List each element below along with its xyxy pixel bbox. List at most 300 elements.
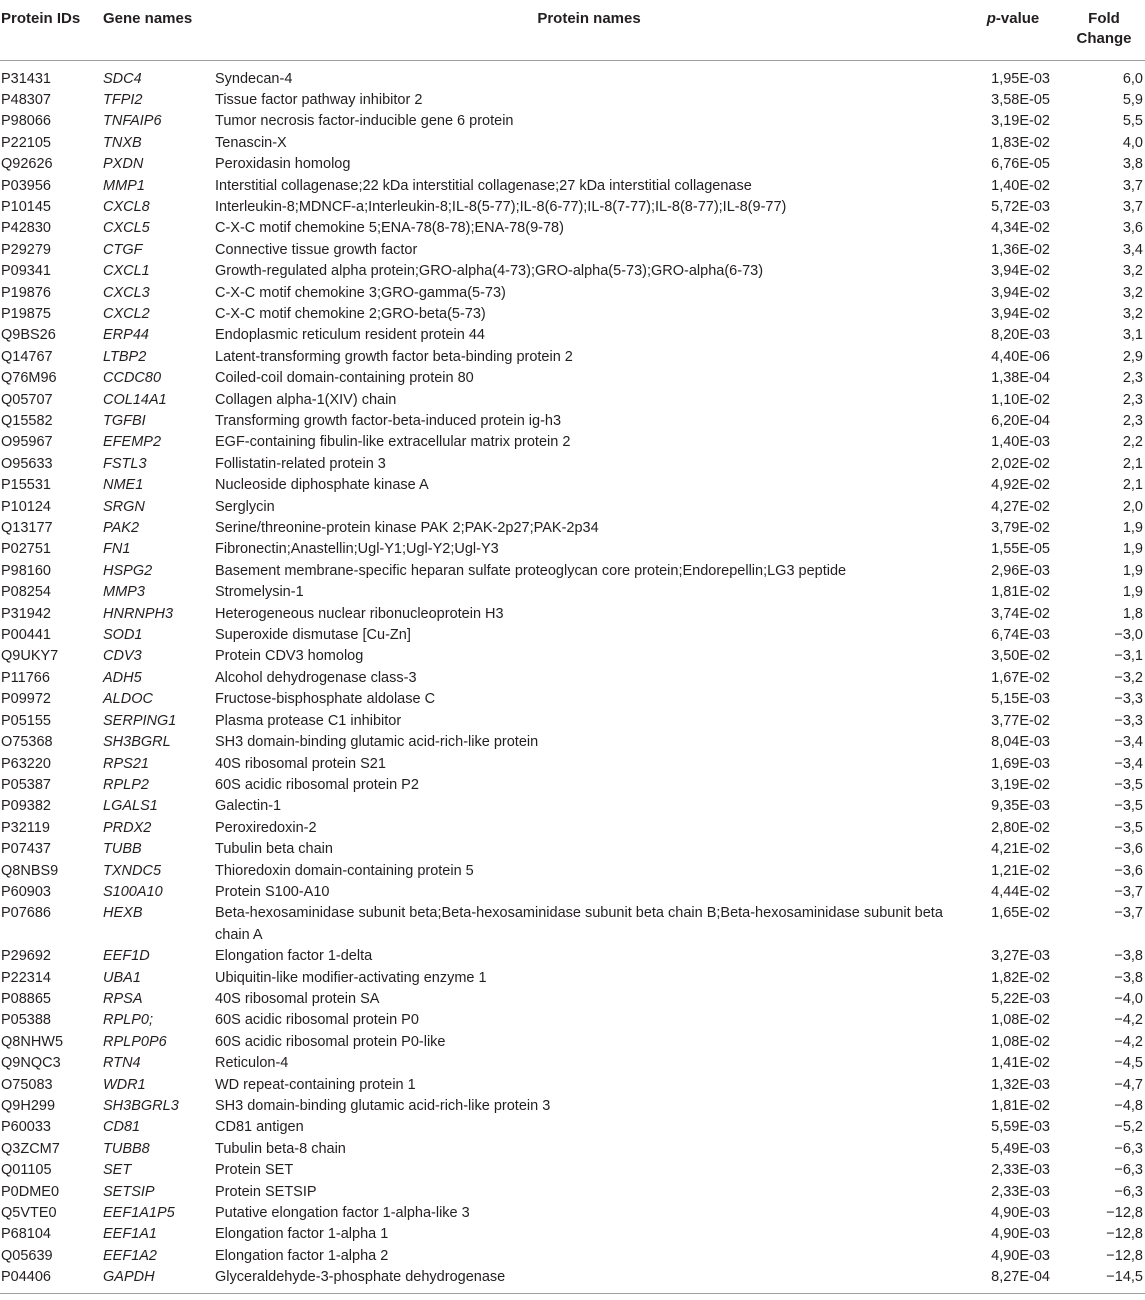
table-row [0,390,1145,411]
cell-protein-name: Tubulin beta chain [215,841,333,858]
table-row [0,754,1145,775]
cell-p-value: 1,55E-05 [991,541,1050,558]
header-p-value [963,0,1063,60]
cell-fold-change: −14,5 [1063,1267,1145,1293]
cell-gene-name: ADH5 [103,669,142,686]
cell-protein-id: O75083 [1,1076,53,1093]
cell-protein-id: P10124 [1,498,51,515]
cell-protein-id: P08254 [1,584,51,601]
cell-protein-name: Plasma protease C1 inhibitor [215,712,402,729]
cell-protein-name: WD repeat-containing protein 1 [215,1076,416,1093]
cell-protein-name: Protein S100-A10 [215,883,330,900]
table-row [0,1075,1145,1096]
cell-fold-change: −3,6 [1114,862,1143,879]
cell-p-value: 1,40E-02 [991,177,1050,194]
cell-fold-change: 3,8 [1122,156,1143,173]
cell-protein-id: P60033 [1,1119,51,1136]
cell-gene-name: UBA1 [103,969,141,986]
table-row [0,325,1145,346]
cell-p-value: 1,95E-03 [991,70,1050,87]
cell-protein-name: Serine/threonine-protein kinase PAK 2;PAK-2p27;PAK-2p34 [215,520,599,537]
cell-p-value: 2,96E-03 [991,562,1050,579]
cell-fold-change: 3,7 [1122,198,1143,215]
cell-p-value: 1,40E-03 [991,434,1050,451]
cell-protein-id: P07437 [1,841,51,858]
cell-p-value: 5,49E-03 [991,1140,1050,1157]
cell-gene-name: WDR1 [103,1076,146,1093]
table-row [0,240,1145,261]
cell-p-value: 3,79E-02 [991,520,1050,537]
table-row [0,368,1145,389]
cell-protein-name: Transforming growth factor-beta-induced protein ig-h3 [215,413,562,429]
cell-protein-id: P63220 [1,755,51,772]
cell-protein-name: Protein SETSIP [215,1183,317,1200]
cell-gene-name: RTN4 [103,1055,141,1072]
cell-p-value: 6,20E-04 [991,413,1050,429]
cell-p-value: 6,74E-03 [991,627,1050,644]
cell-protein-name: Thioredoxin domain-containing protein 5 [215,862,474,879]
header-fold: Fold [1088,10,1120,27]
table-row [0,839,1145,860]
cell-fold-change: −6,3 [1114,1183,1143,1200]
table-row [0,946,1145,967]
cell-p-value: 3,94E-02 [991,305,1050,322]
cell-gene-name: CCDC80 [103,370,162,387]
cell-fold-change: 3,2 [1122,284,1143,301]
cell-protein-name: Protein SET [215,1162,294,1179]
cell-protein-id: P29279 [1,241,51,258]
cell-protein-name: Syndecan-4 [215,70,293,87]
cell-protein-name: Elongation factor 1-alpha 1 [215,1226,389,1243]
cell-protein-name: CD81 antigen [215,1119,304,1136]
cell-fold-change: −3,2 [1114,669,1143,686]
cell-fold-change: −3,5 [1114,798,1143,815]
cell-protein-name: Latent-transforming growth factor beta-binding protein 2 [215,348,573,365]
cell-p-value: 5,15E-03 [991,691,1050,708]
cell-protein-name: Interleukin-8;MDNCF-a;Interleukin-8;IL-8(5-77);IL-8(6-77);IL-8(7-77);IL-8(8-77);IL-8(9-77) [215,198,787,215]
cell-fold-change: −4,5 [1114,1055,1143,1072]
table-row [0,1182,1145,1203]
cell-fold-change: 2,9 [1122,348,1143,365]
cell-protein-id: Q9UKY7 [1,648,59,665]
cell-gene-name: TNFAIP6 [103,113,162,130]
cell-fold-change: −3,5 [1114,819,1143,836]
cell-protein-name: Glyceraldehyde-3-phosphate dehydrogenase [215,1267,963,1293]
cell-fold-change: −3,4 [1114,734,1143,751]
table-row [0,475,1145,496]
cell-protein-id: O75368 [1,734,53,751]
cell-protein-id: P11766 [1,669,50,686]
cell-gene-name: CD81 [103,1119,141,1136]
cell-protein-id: P60903 [1,883,51,900]
table-row [0,154,1145,175]
cell-protein-id: P68104 [1,1226,51,1243]
cell-gene-name: EFEMP2 [103,434,162,451]
cell-gene-name: TGFBI [103,413,146,429]
table-row [0,1160,1145,1181]
cell-fold-change: −3,3 [1114,712,1143,729]
cell-gene-name: CXCL5 [103,220,150,237]
header-row [0,0,1145,60]
cell-protein-id: P31431 [1,70,51,87]
table-row [0,882,1145,903]
cell-protein-name: Tissue factor pathway inhibitor 2 [215,91,423,108]
cell-fold-change: −3,3 [1114,691,1143,708]
header-protein-ids: Protein IDs [0,0,103,60]
cell-fold-change: −3,7 [1114,905,1143,922]
cell-protein-id: P09341 [1,263,51,280]
table-row [0,1032,1145,1053]
cell-p-value: 3,27E-03 [991,948,1050,965]
cell-fold-change: 3,2 [1122,305,1143,322]
table-row [0,497,1145,518]
table-row [0,454,1145,475]
cell-fold-change: 1,9 [1122,562,1143,579]
cell-p-value: 5,22E-03 [991,990,1050,1007]
cell-protein-name: Stromelysin-1 [215,584,304,601]
cell-protein-name: EGF-containing fibulin-like extracellular matrix protein 2 [215,434,571,451]
table-row [0,90,1145,111]
cell-protein-id: Q9H299 [1,1098,56,1114]
cell-gene-name: COL14A1 [103,391,167,408]
cell-p-value: 1,81E-02 [991,1098,1050,1114]
cell-gene-name: CDV3 [103,648,142,665]
cell-fold-change: −4,2 [1114,1012,1143,1029]
cell-p-value: 4,92E-02 [991,477,1050,494]
table-row [0,668,1145,689]
cell-protein-id: P03956 [1,177,51,194]
cell-fold-change: −3,6 [1114,841,1143,858]
cell-fold-change: −3,4 [1114,755,1143,772]
cell-p-value: 1,10E-02 [991,391,1050,408]
cell-protein-name: Elongation factor 1-delta [215,948,373,965]
cell-fold-change: 3,2 [1122,263,1143,280]
cell-p-value: 1,65E-02 [991,905,1050,922]
cell-p-value: 3,50E-02 [991,648,1050,665]
cell-gene-name: EEF1A2 [103,1247,157,1264]
cell-fold-change: −12,8 [1106,1205,1143,1222]
cell-protein-name: Nucleoside diphosphate kinase A [215,477,429,494]
cell-protein-name: Collagen alpha-1(XIV) chain [215,391,397,408]
cell-gene-name: RPSA [103,990,143,1007]
table-row [0,732,1145,753]
cell-p-value: 3,58E-05 [991,91,1050,108]
cell-protein-name: Galectin-1 [215,798,282,815]
table-row [0,432,1145,453]
header-p-value-italic: p [986,10,996,27]
cell-protein-id: P05387 [1,776,51,793]
cell-gene-name: EEF1D [103,948,150,965]
cell-p-value: 4,90E-03 [991,1247,1050,1264]
cell-gene-name: LTBP2 [103,348,147,365]
cell-protein-id: P09382 [1,798,51,815]
cell-fold-change: 1,8 [1122,605,1143,622]
cell-p-value: 4,44E-02 [991,883,1050,900]
table-row [0,1117,1145,1138]
cell-p-value: 1,81E-02 [991,584,1050,601]
cell-protein-id: Q9NQC3 [1,1055,61,1072]
cell-gene-name: MMP3 [103,584,145,601]
cell-p-value: 1,21E-02 [991,862,1050,879]
cell-protein-id: Q92626 [1,156,53,173]
cell-protein-id: Q13177 [1,520,53,537]
cell-fold-change: −12,8 [1106,1247,1143,1264]
cell-p-value: 3,19E-02 [991,113,1050,130]
table-row [0,775,1145,796]
cell-gene-name: ERP44 [103,327,149,344]
cell-protein-name: Endoplasmic reticulum resident protein 44 [215,327,485,344]
table-row [0,197,1145,218]
cell-p-value: 3,94E-02 [991,263,1050,280]
cell-protein-id: P05155 [1,712,51,729]
cell-gene-name: SERPING1 [103,712,177,729]
cell-p-value: 3,77E-02 [991,712,1050,729]
cell-p-value: 6,76E-05 [991,156,1050,173]
table-row [0,283,1145,304]
table-header [0,0,1145,60]
cell-protein-name: Elongation factor 1-alpha 2 [215,1247,389,1264]
cell-protein-name: Peroxidasin homolog [215,156,351,173]
cell-protein-name: C-X-C motif chemokine 5;ENA-78(8-78);ENA-78(9-78) [215,220,564,237]
cell-gene-name: CXCL3 [103,284,150,301]
table-row [0,689,1145,710]
cell-protein-name: C-X-C motif chemokine 3;GRO-gamma(5-73) [215,284,506,301]
cell-fold-change: 1,9 [1122,584,1143,601]
cell-protein-name: Beta-hexosaminidase subunit beta;Beta-hexosaminidase subunit beta chain B;Beta-hexosaminidase subunit beta chain A [215,905,943,943]
cell-protein-name: 40S ribosomal protein S21 [215,755,386,772]
cell-protein-name: C-X-C motif chemokine 2;GRO-beta(5-73) [215,305,486,322]
cell-p-value: 3,74E-02 [991,605,1050,622]
cell-protein-id: P02751 [1,541,51,558]
cell-protein-name: Protein CDV3 homolog [215,648,364,665]
cell-gene-name: FN1 [103,541,131,558]
cell-p-value: 1,69E-03 [991,755,1050,772]
table-row [0,304,1145,325]
cell-p-value: 4,90E-03 [991,1205,1050,1222]
table-row [0,218,1145,239]
cell-fold-change: 2,1 [1122,477,1143,494]
cell-p-value: 8,04E-03 [991,734,1050,751]
table-row [0,539,1145,560]
cell-protein-id: P05388 [1,1012,51,1029]
table-row [0,604,1145,625]
cell-p-value: 3,19E-02 [991,776,1050,793]
cell-gene-name: TUBB8 [103,1140,150,1157]
cell-protein-id: P98160 [1,562,51,579]
cell-protein-name: SH3 domain-binding glutamic acid-rich-like protein 3 [215,1098,551,1114]
cell-gene-name: PXDN [103,156,144,173]
cell-gene-name: PAK2 [103,520,140,537]
cell-p-value: 2,02E-02 [991,455,1050,472]
cell-gene-name: SETSIP [103,1183,155,1200]
cell-fold-change: −3,1 [1114,648,1143,665]
cell-fold-change: −3,8 [1114,969,1143,986]
cell-protein-id: P07686 [1,905,51,922]
table-row [0,518,1145,539]
cell-p-value: 8,20E-03 [991,327,1050,344]
cell-fold-change: −3,7 [1114,883,1143,900]
cell-gene-name: RPLP0P6 [103,1033,167,1050]
cell-p-value: 1,82E-02 [991,969,1050,986]
cell-fold-change: −3,5 [1114,776,1143,793]
cell-protein-name: Tenascin-X [215,134,287,151]
cell-gene-name: CXCL2 [103,305,150,322]
cell-gene-name: HNRNPH3 [103,605,174,622]
cell-fold-change: −4,2 [1114,1033,1143,1050]
table-row [0,1096,1145,1117]
cell-fold-change: 2,0 [1122,498,1143,515]
cell-protein-name: Connective tissue growth factor [215,241,418,258]
cell-gene-name: RPLP0; [103,1012,153,1029]
table-row [0,111,1145,132]
cell-fold-change: 5,5 [1122,113,1143,130]
cell-fold-change: 3,1 [1122,327,1143,344]
cell-protein-id: Q05707 [1,391,53,408]
cell-gene-name: SDC4 [103,70,142,87]
cell-gene-name: SOD1 [103,627,143,644]
cell-protein-id: P48307 [1,91,51,108]
cell-protein-name: Follistatin-related protein 3 [215,455,386,472]
cell-gene-name: TXNDC5 [103,862,162,879]
cell-fold-change: −4,0 [1114,990,1143,1007]
cell-gene-name: SH3BGRL3 [103,1098,179,1114]
cell-protein-id: P32119 [1,819,50,836]
table-row [0,561,1145,582]
table-row [0,582,1145,603]
cell-p-value: 4,40E-06 [991,348,1050,365]
cell-protein-id: P98066 [1,113,51,130]
cell-protein-id: P42830 [1,220,51,237]
cell-fold-change: 2,1 [1122,455,1143,472]
cell-fold-change: −3,8 [1114,948,1143,965]
cell-protein-name: Interstitial collagenase;22 kDa interstitial collagenase;27 kDa interstitial collagenase [215,177,752,194]
cell-fold-change: 2,3 [1122,370,1143,387]
table-row [0,133,1145,154]
cell-protein-id: P09972 [1,691,51,708]
cell-fold-change: 2,3 [1122,413,1143,429]
cell-protein-name: Putative elongation factor 1-alpha-like 3 [215,1205,470,1222]
cell-gene-name: SET [103,1162,132,1179]
cell-protein-id: Q01105 [1,1162,52,1179]
cell-protein-id: P29692 [1,948,51,965]
cell-fold-change: −3,0 [1114,627,1143,644]
cell-gene-name: HEXB [103,905,143,922]
cell-protein-name: 60S acidic ribosomal protein P0-like [215,1033,446,1050]
cell-gene-name: EEF1A1P5 [103,1205,175,1222]
cell-fold-change: 6,0 [1122,70,1143,87]
cell-gene-name: NME1 [103,477,144,494]
cell-fold-change: 1,9 [1122,541,1143,558]
table-row [0,646,1145,667]
cell-protein-name: Ubiquitin-like modifier-activating enzyme 1 [215,969,487,986]
cell-fold-change: 2,2 [1122,434,1143,451]
cell-gene-name: ALDOC [103,691,153,708]
table-row [0,261,1145,282]
cell-gene-name: RPLP2 [103,776,149,793]
cell-protein-name: Superoxide dismutase [Cu-Zn] [215,627,411,644]
cell-fold-change: 2,3 [1122,391,1143,408]
cell-fold-change: 5,9 [1122,91,1143,108]
cell-fold-change: 4,0 [1122,134,1143,151]
cell-protein-name: Heterogeneous nuclear ribonucleoprotein H3 [215,605,504,622]
cell-fold-change: 3,4 [1122,241,1143,258]
cell-gene-name: PRDX2 [103,819,152,836]
cell-fold-change: −4,7 [1114,1076,1143,1093]
table-row [0,903,1145,946]
table-row [0,989,1145,1010]
cell-gene-name: FSTL3 [103,455,147,472]
cell-p-value: 1,38E-04 [991,370,1050,387]
cell-gene-name: EEF1A1 [103,1226,157,1243]
table-row [0,625,1145,646]
table-row [0,818,1145,839]
cell-protein-name: Serglycin [215,498,275,515]
cell-gene-name: S100A10 [103,883,163,900]
cell-fold-change: 3,7 [1122,177,1143,194]
cell-protein-id: P08865 [1,990,51,1007]
cell-gene-name: SRGN [103,498,145,515]
cell-p-value: 1,83E-02 [991,134,1050,151]
cell-protein-id: O95633 [1,455,53,472]
cell-protein-name: Growth-regulated alpha protein;GRO-alpha(4-73);GRO-alpha(5-73);GRO-alpha(6-73) [215,263,764,280]
cell-gene-name: TUBB [103,841,142,858]
table-row [0,1267,1145,1293]
cell-p-value: 8,27E-04 [963,1267,1063,1293]
cell-p-value: 2,80E-02 [991,819,1050,836]
cell-p-value: 4,27E-02 [991,498,1050,515]
cell-protein-name: Fibronectin;Anastellin;Ugl-Y1;Ugl-Y2;Ugl-Y3 [215,541,499,558]
cell-protein-id: P10145 [1,198,51,215]
cell-protein-id: P15531 [1,477,51,494]
cell-protein-name: Coiled-coil domain-containing protein 80 [215,370,474,387]
cell-fold-change: 1,9 [1122,520,1143,537]
cell-gene-name: TNXB [103,134,142,151]
header-change: Change [1076,30,1132,47]
cell-fold-change: −6,3 [1114,1162,1143,1179]
cell-protein-id: P19876 [1,284,51,301]
cell-p-value: 2,33E-03 [991,1183,1050,1200]
cell-protein-id: Q8NBS9 [1,862,59,879]
table-row [0,968,1145,989]
cell-gene-name: GAPDH [103,1267,215,1293]
cell-protein-id: P19875 [1,305,51,322]
cell-protein-id: Q8NHW5 [1,1033,64,1050]
cell-protein-name: SH3 domain-binding glutamic acid-rich-like protein [215,734,539,751]
table-row [0,711,1145,732]
cell-protein-id: Q15582 [1,413,53,429]
cell-fold-change: 3,6 [1122,220,1143,237]
cell-p-value: 1,67E-02 [991,669,1050,686]
cell-protein-name: Alcohol dehydrogenase class-3 [215,669,417,686]
cell-protein-name: Reticulon-4 [215,1055,289,1072]
cell-gene-name: SH3BGRL [103,734,171,751]
table-row [0,1053,1145,1074]
cell-protein-id: O95967 [1,434,53,451]
header-gene-names: Gene names [103,0,215,60]
cell-protein-id: Q05639 [1,1247,53,1264]
cell-p-value: 2,33E-03 [991,1162,1050,1179]
cell-p-value: 1,41E-02 [991,1055,1050,1072]
cell-protein-name: 40S ribosomal protein SA [215,990,380,1007]
table-row [0,861,1145,882]
cell-protein-id: P22105 [1,134,51,151]
table-row [0,1010,1145,1031]
cell-gene-name: HSPG2 [103,562,153,579]
table-row [0,1139,1145,1160]
cell-p-value: 9,35E-03 [991,798,1050,815]
table-row [0,1246,1145,1267]
cell-gene-name: CXCL8 [103,198,150,215]
